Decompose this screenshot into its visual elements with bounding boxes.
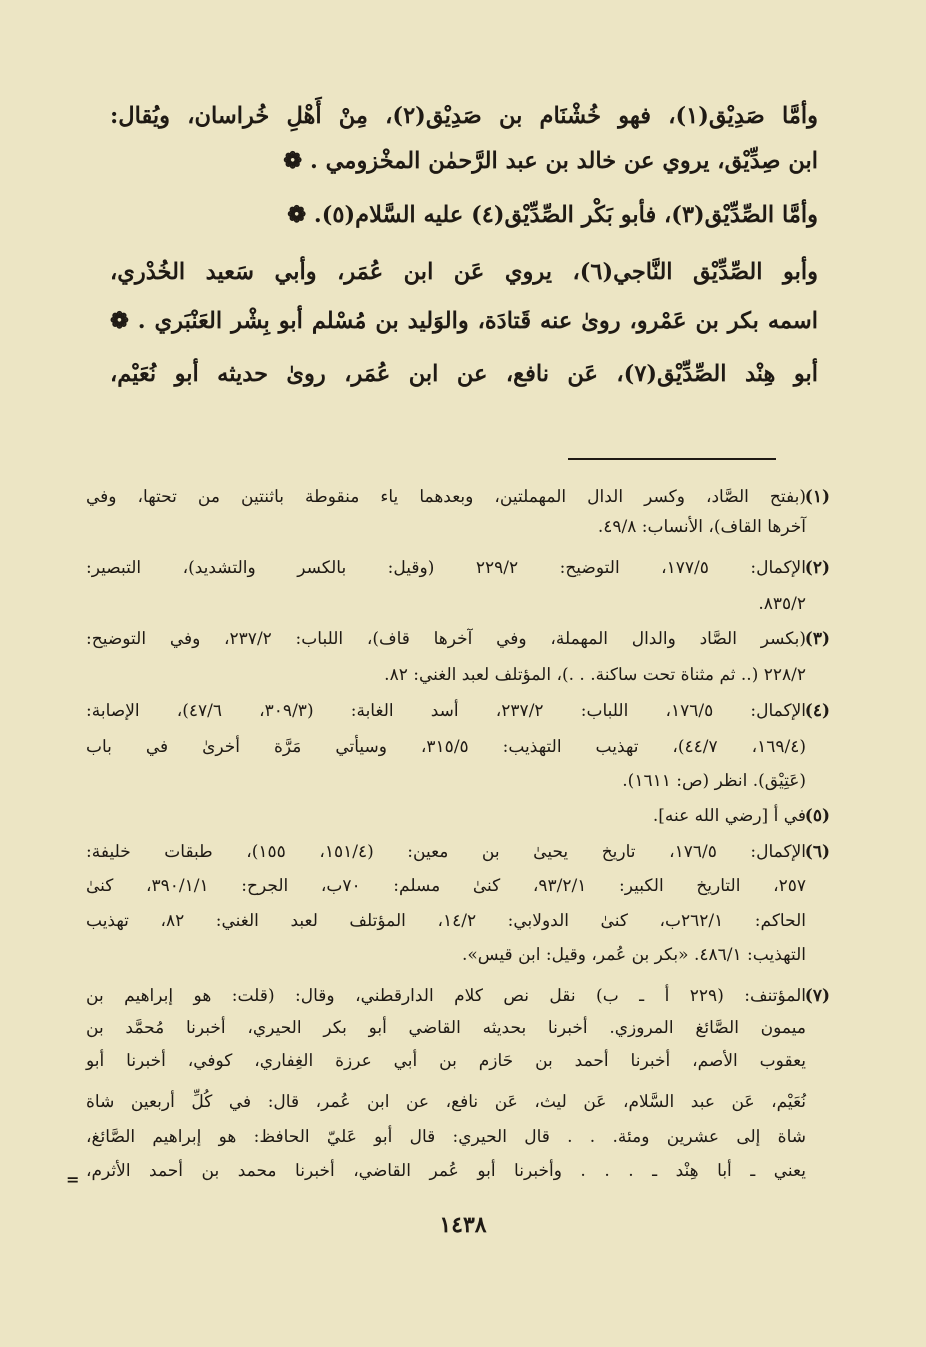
- footnote-number: (٤): [804, 701, 830, 721]
- footnote-separator: [568, 458, 776, 460]
- footnote-line: (١٦٩/٤، ٤٤/٧)، تهذيب التهذيب: ٣١٥/٥، وسيأتي مَرَّة أخرىٰ في باب: [86, 737, 806, 757]
- footnote-line: الحاكم: ٢٦٢/١ب، كنىٰ الدولابي: ١٤/٢، المؤتلف لعبد الغني: ٨٢، تهذيب: [86, 911, 806, 931]
- continuation-mark: =: [66, 1170, 80, 1189]
- footnote-line: التهذيب: ٤٨٦/١. «بكر بن عُمر، وقيل: ابن قيس».: [461, 945, 806, 965]
- footnote-line: الإكمال: ١٧٦/٥، اللباب: ٢٣٧/٢، أسد الغابة: (٣٠٩/٣، ٤٧/٦)، الإصابة:: [86, 701, 806, 721]
- footnote-line: ٨٣٥/٢.: [758, 594, 806, 614]
- footnote-line: يعقوب الأصم، أخبرنا أحمد بن حَازم بن أبي عرزة الغِفاري، كوفي، أخبرنا أبو: [86, 1051, 806, 1071]
- main-text-line: أبو هِنْد الصِّدِّيْق(٧)، عَن نافع، عن ابن عُمَر، روىٰ حديثه أبو نُعَيْم،: [110, 361, 818, 387]
- main-text-line: ابن صِدِّيْق، يروي عن خالد بن عبد الرَّحمٰن المخْزومي . ❁: [283, 148, 818, 174]
- footnote-number: (١): [804, 487, 830, 507]
- main-text-line: وأمَّا صَدِيْق(١)، فهو خُشْنَام بن صَدِيْق(٢)، مِنْ أَهْلِ خُراسان، ويُقال:: [110, 103, 818, 129]
- footnote-number: (٥): [804, 806, 830, 826]
- footnote-line: نُعَيْم، عَن عبد السَّلام، عَن ليث، عَن نافع، عن ابن عُمر، قال: في كُلِّ أربعين شاة: [86, 1092, 806, 1112]
- footnote-line: آخرها القاف)، الأنساب: ٤٩/٨.: [597, 517, 806, 537]
- footnote-line: (بكسر الصَّاد والدال المهملة، وفي آخرها قاف)، اللباب: ٢٣٧/٢، وفي التوضيح:: [86, 629, 806, 649]
- footnote-line: ميمون الصَّائغ المروزي. أخبرنا بحديثه القاضي أبو بكر الحيري، أخبرنا مُحمَّد بن: [86, 1018, 806, 1038]
- main-text-line: وأبو الصِّدِّيْق النَّاجي(٦)، يروي عَن ابن عُمَر، وأبي سَعيد الخُدْري،: [110, 259, 818, 285]
- footnote-line: ٢٥٧، التاريخ الكبير: ٩٣/٢/١، كنىٰ مسلم: ٧٠ب، الجرح: ٣٩٠/١/١، كنىٰ: [86, 876, 806, 896]
- footnote-number: (٢): [804, 558, 830, 578]
- footnote-line: الإكمال: ١٧٦/٥، تاريخ يحيىٰ بن معين: (١٥١/٤، ١٥٥)، طبقات خليفة:: [86, 842, 806, 862]
- footnote-line: ٢٢٨/٢ (.. ثم مثناة تحت ساكنة. . .)، المؤتلف لعبد الغني: ٨٢.: [384, 665, 806, 685]
- footnote-line: (عَتِيْق). انظر (ص: ١٦١١).: [622, 771, 806, 791]
- footnote-line: المؤتنف: (٢٢٩ أ ـ ب) نقل نص كلام الدارقطني، وقال: (قلت: هو إبراهيم بن: [86, 986, 806, 1006]
- footnote-line: الإكمال: ١٧٧/٥، التوضيح: ٢٢٩/٢ (وقيل: بالكسر والتشديد)، التبصير:: [86, 558, 806, 578]
- main-text-line: وأمَّا الصِّدِّيْق(٣)، فأبو بَكْر الصِّدِّيْق(٤) عليه السَّلام(٥). ❁: [287, 202, 818, 228]
- footnote-number: (٧): [804, 986, 830, 1006]
- footnote-number: (٣): [804, 629, 830, 649]
- main-text-line: اسمه بكر بن عَمْرو، روىٰ عنه قَتادَة، والوَليد بن مُسْلم أبو بِشْر العَنْبَري . ❁: [110, 308, 818, 334]
- footnote-line: يعني ـ أبا هِنْد ـ . . . وأخبرنا أبو عُمر القاضي، أخبرنا محمد بن أحمد الأثرم،: [86, 1161, 806, 1181]
- footnote-line: (بفتح الصَّاد، وكسر الدال المهملتين، وبعدهما ياء منقوطة باثنتين من تحتها، وفي: [86, 487, 806, 507]
- footnote-line: في أ [رضي الله عنه].: [652, 806, 806, 826]
- footnote-line: شاة إلى عشرين ومئة. . . قال الحيري: قال أبو عَليّ الحافظ: هو إبراهيم الصَّائغ،: [86, 1127, 806, 1147]
- footnote-number: (٦): [804, 842, 830, 862]
- page-number: ١٤٣٨: [439, 1212, 487, 1238]
